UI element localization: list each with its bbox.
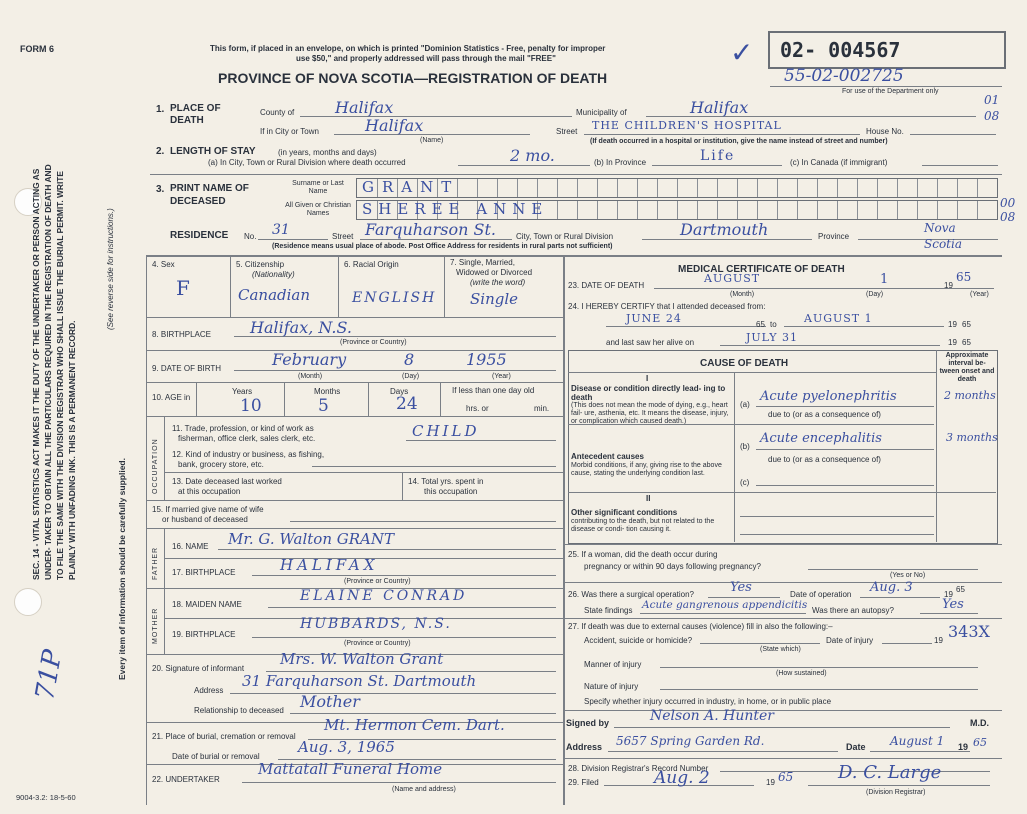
- char-box-divider: [797, 179, 798, 197]
- md-label: M.D.: [970, 718, 989, 728]
- char-box-divider: [817, 201, 818, 219]
- state-which-caption: (State which): [760, 646, 801, 653]
- certified-year: 65: [973, 736, 987, 749]
- char-box-divider: [677, 179, 678, 197]
- char-box-divider: [557, 179, 558, 197]
- char-box-divider: [837, 179, 838, 197]
- surgery-value: Yes: [730, 580, 752, 595]
- department-number-handwritten: 55-02-002725: [784, 66, 904, 86]
- father-birthplace-label: 17. BIRTHPLACE: [172, 568, 236, 577]
- yes-no-caption: (Yes or No): [890, 572, 926, 579]
- char-box-divider: [517, 179, 518, 197]
- county-label: County of: [260, 108, 295, 117]
- operation-date-value: Aug. 3: [870, 580, 913, 595]
- cause-b-label: (b): [740, 442, 750, 451]
- undertaker-caption: (Name and address): [392, 786, 456, 793]
- char-box-divider: [857, 201, 858, 219]
- cause-b-interval: 3 months: [946, 431, 998, 444]
- occupation-vertical-label: OCCUPATION: [152, 438, 159, 494]
- stay-canada-label: (c) In Canada (if immigrant): [790, 158, 888, 167]
- filed-year-prefix: 19: [766, 778, 775, 787]
- operation-year-prefix: 19: [944, 590, 953, 599]
- undertaker-label: 22. UNDERTAKER: [152, 775, 220, 784]
- char-box-divider: [697, 179, 698, 197]
- spouse-sub: or husband of deceased: [162, 515, 248, 524]
- last-seen-year-prefix: 19: [948, 338, 957, 347]
- char-box-divider: [917, 201, 918, 219]
- manner-label: Manner of injury: [584, 660, 642, 669]
- residence-no-value: 31: [272, 222, 290, 238]
- age-label: 10. AGE in: [152, 393, 191, 402]
- dob-day: 8: [404, 350, 415, 369]
- every-item-note: Every item of information should be carefully supplied.: [117, 458, 127, 680]
- char-box-divider: [637, 201, 638, 219]
- municipality-label: Municipality of: [576, 108, 627, 117]
- margin-handwriting: 71P: [30, 647, 69, 703]
- char-box-divider: [577, 179, 578, 197]
- char-box-divider: [877, 201, 878, 219]
- registrar-signature: D. C. Large: [838, 762, 942, 783]
- injury-year-prefix: 19: [934, 636, 943, 645]
- char-box-divider: [717, 201, 718, 219]
- dod-day-caption: (Day): [866, 291, 884, 298]
- certified-date-value: August 1: [890, 734, 945, 748]
- char-box-divider: [977, 179, 978, 197]
- last-seen-label: and last saw her alive on: [606, 338, 695, 347]
- sex-value: F: [176, 276, 190, 300]
- dob-month: February: [272, 350, 347, 369]
- q26-label: 26. Was there a surgical operation?: [568, 590, 694, 599]
- registration-number: 02- 004567: [780, 38, 901, 62]
- relationship-label: Relationship to deceased: [194, 706, 284, 715]
- residence-no-label: No.: [244, 232, 257, 241]
- char-box-divider: [657, 201, 658, 219]
- residence-street-label: Street: [332, 232, 354, 241]
- q11-label: 11. Trade, profession, or kind of work as: [172, 424, 314, 433]
- char-box-divider: [677, 201, 678, 219]
- mother-vertical-label: MOTHER: [152, 607, 159, 644]
- cause-b-value: Acute encephalitis: [760, 431, 882, 446]
- findings-value: Acute gangrenous appendicitis: [642, 599, 808, 611]
- char-box-divider: [477, 179, 478, 197]
- char-box-divider: [597, 201, 598, 219]
- dod-month: AUGUST: [704, 272, 761, 285]
- mail-notice-line2: use $50," and properly addressed will pass through the mail "FREE": [296, 54, 556, 63]
- age-years-value: 10: [240, 396, 262, 416]
- last-seen-value: JULY 31: [746, 331, 799, 344]
- informant-signature: Mrs. W. Walton Grant: [280, 650, 444, 668]
- char-box-divider: [737, 179, 738, 197]
- residence-label: RESIDENCE: [170, 230, 229, 241]
- other-conditions-note: contributing to the death, but not related to the disease or condi- tion causing it.: [571, 518, 715, 533]
- operation-year: 65: [956, 585, 965, 594]
- q25-label: 25. If a woman, did the death occur during: [568, 550, 718, 559]
- form-code: 9004-3.2: 18-5-60: [16, 793, 76, 802]
- stay-city-value: 2 mo.: [510, 146, 555, 165]
- sex-label: 4. Sex: [152, 260, 175, 269]
- char-box-divider: [797, 201, 798, 219]
- residence-province-value: Nova Scotia: [924, 221, 962, 251]
- mother-birthplace-label: 19. BIRTHPLACE: [172, 630, 236, 639]
- attended-to-year-prefix: 19: [948, 320, 957, 329]
- registration-number-box: [768, 31, 1006, 69]
- char-box-divider: [897, 201, 898, 219]
- racial-origin-value: ENGLISH: [352, 290, 437, 306]
- q27-label: 27. If death was due to external causes (violence) fill in also the following:–: [568, 622, 833, 631]
- given-names-label: All Given or Christian Names: [285, 202, 351, 217]
- birthplace-label: 8. BIRTHPLACE: [152, 330, 211, 339]
- municipality-value: Halifax: [690, 98, 749, 117]
- place-margin-code: 01 08: [984, 93, 1000, 123]
- attended-from-year: 65: [756, 320, 765, 329]
- father-birthplace-value: HALIFAX: [280, 556, 379, 574]
- q13-sub: at this occupation: [178, 487, 241, 496]
- informant-label: 20. Signature of informant: [152, 664, 245, 673]
- spouse-label: 15. If married give name of wife: [152, 505, 264, 514]
- place-of-death-label: PLACE OF DEATH: [170, 103, 221, 126]
- other-conditions-label: Other significant conditions: [571, 508, 678, 517]
- birthplace-value: Halifax, N.S.: [250, 318, 352, 337]
- char-box-divider: [717, 179, 718, 197]
- signed-by-label: Signed by: [566, 718, 610, 728]
- city-town-label: If in City or Town: [260, 127, 319, 136]
- residence-province-label: Province: [818, 232, 850, 241]
- autopsy-value: Yes: [942, 597, 964, 612]
- char-box-divider: [817, 179, 818, 197]
- marital-label-3: (write the word): [470, 278, 526, 287]
- q11-value: CHILD: [412, 422, 480, 440]
- cause-code-handwritten: 343X: [948, 622, 990, 641]
- house-number-label: House No.: [866, 127, 904, 136]
- q12-sub: bank, grocery store, etc.: [178, 460, 264, 469]
- deceased-name-label: PRINT NAME OF DECEASED: [170, 183, 249, 207]
- antecedent-label: Antecedent causes: [571, 452, 644, 461]
- disease-label: Disease or condition directly lead- ing to death: [571, 384, 726, 402]
- city-town-value: Halifax: [365, 116, 424, 135]
- mother-maiden-label: 18. MAIDEN NAME: [172, 600, 242, 609]
- years-label: Years: [232, 387, 253, 396]
- physician-address-label: Address: [566, 742, 603, 752]
- months-label: Months: [314, 387, 341, 396]
- county-value: Halifax: [335, 98, 394, 117]
- reverse-side-note: (See reverse side for instructions.): [106, 208, 115, 330]
- dod-year-caption: (Year): [970, 291, 989, 298]
- father-vertical-label: FATHER: [152, 546, 159, 580]
- days-label: Days: [390, 387, 409, 396]
- dob-month-caption: (Month): [298, 373, 323, 380]
- birthplace-caption: (Province or Country): [340, 339, 407, 346]
- operation-date-label: Date of operation: [790, 590, 852, 599]
- length-of-stay-sub: (in years, months and days): [278, 148, 377, 157]
- minutes-label: min.: [534, 404, 550, 413]
- medical-certificate-title: MEDICAL CERTIFICATE OF DEATH: [678, 264, 845, 275]
- stay-city-label: (a) In City, Town or Rural Division where death occurred: [208, 158, 406, 167]
- char-box-divider: [857, 179, 858, 197]
- residence-city-value: Dartmouth: [680, 220, 769, 239]
- dob-year-caption: (Year): [492, 373, 511, 380]
- undertaker-value: Mattatall Funeral Home: [258, 760, 443, 778]
- burial-date-value: Aug. 3, 1965: [298, 738, 395, 756]
- racial-origin-label: 6. Racial Origin: [344, 260, 399, 269]
- burial-place-value: Mt. Hermon Cem. Dart.: [324, 716, 505, 734]
- filed-year: 65: [778, 770, 794, 784]
- street-value: THE CHILDREN'S HOSPITAL: [592, 119, 782, 132]
- cause-c-label: (c): [740, 478, 750, 487]
- physician-signature: Nelson A. Hunter: [650, 708, 774, 724]
- q13-label: 13. Date deceased last worked: [172, 477, 282, 486]
- cause-a-value: Acute pyelonephritis: [760, 389, 897, 404]
- citizenship-sub: (Nationality): [252, 270, 295, 279]
- last-seen-year: 65: [962, 338, 971, 347]
- q14-label: 14. Total yrs. spent in: [408, 477, 484, 486]
- stay-province-label: (b) In Province: [594, 158, 647, 167]
- mother-birthplace-caption: (Province or Country): [344, 640, 411, 647]
- char-box-divider: [697, 201, 698, 219]
- due-to-b: due to (or as a consequence of): [768, 455, 881, 464]
- marital-label-2: Widowed or Divorced: [456, 268, 533, 277]
- hours-label: hrs. or: [466, 404, 489, 413]
- specify-label: Specify whether injury occurred in industry, in home, or in public place: [584, 697, 832, 706]
- antecedent-note: Morbid conditions, if any, giving rise to the above cause, stating the underlying condition last.: [571, 462, 722, 477]
- nature-label: Nature of injury: [584, 682, 639, 691]
- burial-date-label: Date of burial or removal: [172, 752, 260, 761]
- marital-label-1: 7. Single, Married,: [450, 258, 515, 267]
- char-box-divider: [777, 179, 778, 197]
- section-II: II: [646, 494, 651, 503]
- name-caption: (Name): [420, 137, 444, 144]
- char-box-divider: [957, 201, 958, 219]
- char-box-divider: [577, 201, 578, 219]
- statute-text: SEC. 14 - VITAL STATISTICS ACT MAKES IT THE DUTY OF THE UNDERTAKER OR PERSON ACTING AS UNDER- TAKER TO OBTAIN ALL THE PARTICULARS REQUIRED IN THE REGISTRATION OF DEATH AND TO FILE THE SAME WITH THE DIVISION REGISTRAR WHO SHALL ISSUE THE BURIAL PERMIT. WRITE PLAINLY WITH UNFADING INK. THIS IS A PERMANENT RECORD.: [31, 164, 77, 580]
- certified-date-label: Date: [846, 742, 866, 752]
- q14-sub: this occupation: [424, 487, 478, 496]
- cause-a-label: (a): [740, 400, 750, 409]
- accident-label: Accident, suicide or homicide?: [584, 636, 693, 645]
- char-box-divider: [777, 201, 778, 219]
- citizenship-label: 5. Citizenship: [236, 260, 285, 269]
- char-box-divider: [757, 201, 758, 219]
- relationship-value: Mother: [300, 692, 360, 711]
- disease-note: (This does not mean the mode of dying, e.g., heart fail- ure, asthenia, etc. It means the disease, injury, or complication which caused death.): [571, 402, 729, 425]
- form-title: PROVINCE OF NOVA SCOTIA—REGISTRATION OF DEATH: [218, 70, 608, 86]
- q3-number: 3.: [156, 184, 165, 195]
- mother-birthplace-value: HUBBARDS, N.S.: [300, 616, 452, 632]
- char-box-divider: [497, 179, 498, 197]
- char-box-divider: [597, 179, 598, 197]
- name-margin-code: 00 08: [1000, 196, 1016, 224]
- less-than-day-label: If less than one day old: [452, 386, 535, 395]
- surname-label: Surname or Last Name: [292, 180, 344, 195]
- surname-value: GRANT: [362, 178, 460, 196]
- physician-address-value: 5657 Spring Garden Rd.: [616, 734, 765, 748]
- q11-sub: fisherman, office clerk, sales clerk, etc.: [178, 434, 316, 443]
- filed-date-value: Aug. 2: [654, 768, 710, 788]
- char-box-divider: [537, 179, 538, 197]
- char-box-divider: [617, 179, 618, 197]
- attended-from: JUNE 24: [626, 312, 682, 325]
- char-box-divider: [617, 201, 618, 219]
- attended-to: AUGUST 1: [804, 312, 873, 325]
- cause-of-death-title: CAUSE OF DEATH: [700, 358, 789, 369]
- q12-label: 12. Kind of industry or business, as fishing,: [172, 450, 325, 459]
- institution-note: (If death occurred in a hospital or institution, give the name instead of street and number): [590, 138, 888, 145]
- residence-note: (Residence means usual place of abode. Post Office Address for residents in rural parts not sufficient): [272, 243, 613, 250]
- char-box-divider: [937, 201, 938, 219]
- punch-hole-bottom: [14, 588, 42, 616]
- burial-place-label: 21. Place of burial, cremation or removal: [152, 732, 296, 741]
- interval-header: Approximate interval be- tween onset and death: [939, 352, 995, 383]
- dod-year-prefix: 19: [944, 281, 953, 290]
- char-box-divider: [657, 179, 658, 197]
- length-of-stay-label: LENGTH OF STAY: [170, 146, 256, 157]
- injury-date-label: Date of injury: [826, 636, 874, 645]
- to-label: to: [770, 320, 777, 329]
- autopsy-label: Was there an autopsy?: [812, 606, 894, 615]
- check-mark: ✓: [730, 36, 754, 69]
- char-box-divider: [977, 201, 978, 219]
- char-box-divider: [917, 179, 918, 197]
- citizenship-value: Canadian: [238, 286, 311, 304]
- due-to-a: due to (or as a consequence of): [768, 410, 881, 419]
- dod-day: 1: [880, 272, 889, 287]
- char-box-divider: [637, 179, 638, 197]
- father-birthplace-caption: (Province or Country): [344, 578, 411, 585]
- date-of-death-label: 23. DATE OF DEATH: [568, 281, 645, 290]
- char-box-divider: [757, 179, 758, 197]
- q25-sub: pregnancy or within 90 days following pregnancy?: [584, 562, 761, 571]
- dob-year: 1955: [466, 350, 507, 369]
- informant-address-label: Address: [194, 686, 224, 695]
- section-I: I: [646, 374, 649, 383]
- dob-day-caption: (Day): [402, 373, 420, 380]
- marital-value: Single: [470, 290, 519, 308]
- char-box-divider: [937, 179, 938, 197]
- char-box-divider: [557, 201, 558, 219]
- certified-year-prefix: 19: [958, 742, 969, 752]
- dod-year: 65: [956, 270, 972, 284]
- informant-address-value: 31 Farquharson St. Dartmouth: [242, 672, 477, 690]
- given-names-value: SHEREE ANNE: [362, 200, 549, 218]
- findings-label: State findings: [584, 606, 633, 615]
- father-name-value: Mr. G. Walton GRANT: [228, 530, 394, 548]
- age-months-value: 5: [318, 396, 329, 416]
- q28-label: 28. Division Registrar's Record Number: [568, 764, 709, 773]
- q1-number: 1.: [156, 104, 165, 115]
- dob-label: 9. DATE OF BIRTH: [152, 364, 222, 373]
- char-box-divider: [737, 201, 738, 219]
- cause-a-interval: 2 months: [944, 389, 996, 402]
- char-box-divider: [837, 201, 838, 219]
- father-name-label: 16. NAME: [172, 542, 209, 551]
- q29-label: 29. Filed: [568, 778, 599, 787]
- char-box-divider: [957, 179, 958, 197]
- residence-street-value: Farquharson St.: [365, 220, 496, 239]
- mother-maiden-value: ELAINE CONRAD: [300, 588, 468, 604]
- dod-month-caption: (Month): [730, 291, 755, 298]
- stay-province-value: Life: [700, 148, 736, 164]
- age-days-value: 24: [396, 394, 418, 414]
- mail-notice-line1: This form, if placed in an envelope, on which is printed "Dominion Statistics - Free, penalty for improper: [210, 44, 606, 53]
- registrar-caption: (Division Registrar): [866, 789, 926, 796]
- street-label: Street: [556, 127, 578, 136]
- q2-number: 2.: [156, 146, 165, 157]
- department-use-caption: For use of the Department only: [842, 88, 939, 95]
- how-sustained-caption: (How sustained): [776, 670, 827, 677]
- form-label: FORM 6: [20, 44, 55, 54]
- q24-label: 24. I HEREBY CERTIFY that I attended deceased from:: [568, 302, 766, 311]
- residence-city-label: City, Town or Rural Division: [516, 232, 614, 241]
- attended-to-year: 65: [962, 320, 971, 329]
- char-box-divider: [877, 179, 878, 197]
- char-box-divider: [897, 179, 898, 197]
